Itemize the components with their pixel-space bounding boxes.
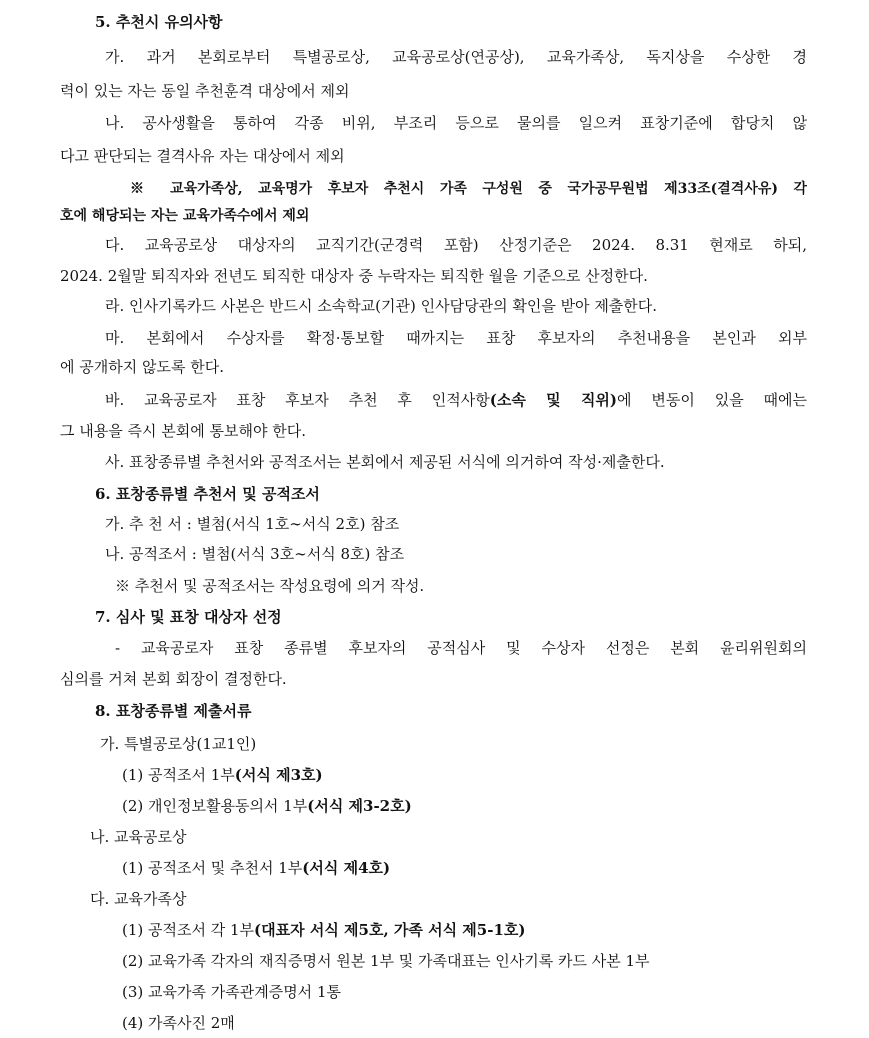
note-5-line1: ※ 교육가족상, 교육명가 후보자 추천시 가족 구성원 중 국가공무원법 제33조(결격사유) 각	[130, 181, 807, 197]
item-8-ga-2	[122, 795, 807, 817]
item-5-na-line1: 나. 공사생활을 통하여 각종 비위, 부조리 등으로 물의를 일으켜 표창기준에 합당치 않	[105, 114, 807, 132]
ga-2-text: (2) 개인정보활용동의서 1부	[122, 797, 308, 815]
section-7-heading: 7. 심사 및 표창 대상자 선정	[95, 608, 282, 626]
section-8-heading: 8. 표창종류별 제출서류	[95, 702, 252, 720]
na-1-bold: (서식 제4호)	[302, 859, 391, 877]
section-7-body-line1: - 교육공로자 표창 종류별 후보자의 공적심사 및 수상자 선정은 본회 윤리위원회의	[115, 639, 807, 657]
da-1-bold: (대표자 서식 제5호, 가족 서식 제5-1호)	[254, 921, 526, 939]
ga-1-bold: (서식 제3호)	[234, 766, 323, 784]
ga-2-bold: (서식 제3-2호)	[307, 797, 412, 815]
item-8-na-title: 나. 교육공로상	[90, 828, 187, 846]
item-8-da-3: (3) 교육가족 가족관계증명서 1통	[122, 983, 341, 1001]
ba-post: 에 변동이 있을 때에는	[617, 391, 807, 409]
item-5-ma-line2: 에 공개하지 않도록 한다.	[60, 358, 224, 376]
item-5-ra: 라. 인사기록카드 사본은 반드시 소속학교(기관) 인사담당관의 확인을 받아 제출한다.	[105, 297, 658, 315]
item-8-da-1	[122, 919, 807, 941]
item-8-da-4: (4) 가족사진 2매	[122, 1014, 235, 1032]
note-6: ※ 추천서 및 공적조서는 작성요령에 의거 작성.	[115, 577, 425, 595]
item-8-da-2: (2) 교육가족 각자의 재직증명서 원본 1부 및 가족대표는 인사기록 카드 사본 1부	[122, 952, 650, 970]
item-8-ga-title: 가. 특별공로상(1교1인)	[100, 735, 257, 753]
section-5-heading: 5. 추천시 유의사항	[95, 13, 223, 31]
na-1-text: (1) 공적조서 및 추천서 1부	[122, 859, 303, 877]
ga-1-text: (1) 공적조서 1부	[122, 766, 235, 784]
item-8-ga-1	[122, 764, 807, 786]
da-1-text: (1) 공적조서 각 1부	[122, 921, 255, 939]
item-5-na-line2: 다고 판단되는 결격사유 자는 대상에서 제외	[60, 147, 345, 165]
item-5-ba-line2: 그 내용을 즉시 본회에 통보해야 한다.	[60, 422, 306, 440]
item-5-ga-line1: 가. 과거 본회로부터 특별공로상, 교육공로상(연공상), 교육가족상, 독지상을 수상한 경	[105, 48, 807, 66]
ba-bold: (소속 및 직위)	[489, 391, 618, 409]
item-5-sa: 사. 표창종류별 추천서와 공적조서는 본회에서 제공된 서식에 의거하여 작성·제출한다.	[105, 453, 665, 471]
item-5-ba-line1	[105, 389, 807, 411]
item-5-da-line2: 2024. 2월말 퇴직자와 전년도 퇴직한 대상자 중 누락자는 퇴직한 월을 기준으로 산정한다.	[60, 267, 648, 285]
section-7-body-line2: 심의를 거쳐 본회 회장이 결정한다.	[60, 670, 287, 688]
note-5-line2: 호에 해당되는 자는 교육가족수에서 제외	[60, 208, 310, 224]
item-5-ga-line2: 력이 있는 자는 동일 추천훈격 대상에서 제외	[60, 82, 350, 100]
item-8-da-title: 다. 교육가족상	[90, 890, 187, 908]
ba-pre: 바. 교육공로자 표창 후보자 추천 후 인적사항	[105, 391, 490, 409]
item-5-ma-line1: 마. 본회에서 수상자를 확정·통보할 때까지는 표창 후보자의 추천내용을 본인과 외부	[105, 329, 807, 347]
item-8-na-1	[122, 857, 807, 879]
item-6-na: 나. 공적조서 : 별첨(서식 3호∼서식 8호) 참조	[105, 545, 405, 563]
item-6-ga: 가. 추 천 서 : 별첨(서식 1호∼서식 2호) 참조	[105, 515, 400, 533]
section-6-heading: 6. 표창종류별 추천서 및 공적조서	[95, 485, 320, 503]
item-5-da-line1: 다. 교육공로상 대상자의 교직기간(군경력 포함) 산정기준은 2024. 8.31 현재로 하되,	[105, 236, 807, 254]
